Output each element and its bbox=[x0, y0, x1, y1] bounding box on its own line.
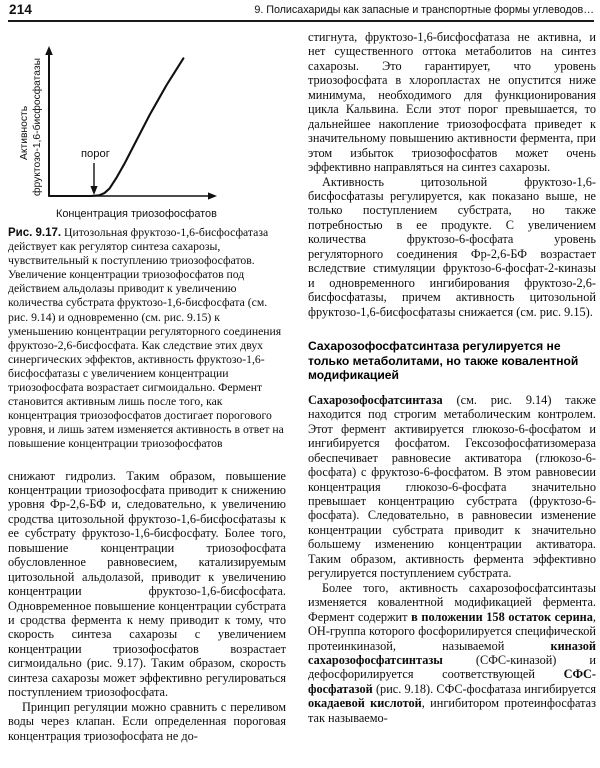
page-number: 214 bbox=[9, 2, 33, 17]
left-column bbox=[8, 30, 286, 743]
paragraph: Активность цитозольной фруктозо-1,6-бисфосфатазы регулируется, как показано выше, не только поступлением субстрата, но также потребностью в ее продукте. С увеличением количества фруктозо-6-фосфата уровень регуляторного соединения Фр-2,6-БФ возрастает вследствие стимуляции фруктозо-6-фосфат-2-киназы и одновременного ингибирования фруктозо-2,6-бисфосфатазы, причем активность цитозольной фруктозо-1,6-бисфосфатазы снижается (см. рис. 9.15). bbox=[308, 174, 596, 319]
paragraph-text: , ОН-группа которого фосфорилируется специфической протеинкиназой, называемой bbox=[308, 609, 596, 653]
section-heading: Сахарозофосфатсинтаза регулируется не только метаболитами, но также ковалентной модификацией bbox=[308, 339, 579, 383]
paragraph-bold-lead: Сахарозофосфатсинтаза bbox=[308, 392, 443, 407]
bold-phrase-okadaic-acid: окадаевой кислотой bbox=[308, 696, 422, 711]
paragraph-text: (рис. 9.18). СФС-фосфатаза ингибируется bbox=[372, 681, 596, 696]
activity-curve bbox=[49, 58, 183, 196]
bold-phrase-sps-phosphatase: СФС-фосфатазой bbox=[308, 667, 596, 696]
figure-caption bbox=[8, 226, 286, 452]
spacer bbox=[308, 383, 596, 393]
spacer bbox=[308, 319, 596, 339]
bold-phrase-sps-kinase: киназой сахарозофосфатсинтазы bbox=[308, 638, 596, 667]
right-column bbox=[308, 30, 596, 725]
running-title: 9. Полисахариды как запасные и транспортные формы углеводов… bbox=[254, 4, 594, 16]
paragraph-text: (СФС-киназой) и дефосфорилируется соответствующей bbox=[308, 653, 596, 682]
paragraph-text: Более того, активность сахарозофосфатсинтазы изменяется ковалентной модификацией фермента. Фермент содержит bbox=[308, 580, 596, 624]
paragraph: стигнута, фруктозо-1,6-бисфосфатаза не активна, и нет существенного оттока метаболитов на синтез сахарозы. Это гарантирует, что уровень триозофосфата в хлоропластах не опустится ниже минимума, необходимого для функционирования цикла Кальвина. Если этот порог превышается, то дальнейшее накопление триозофосфата приведет к значительному повышению активности фермента, при этом избыток триозофосфатов может очень эффективно направляться на синтез сахарозы. bbox=[308, 30, 596, 175]
figure-caption-text: Цитозольная фруктозо-1,6-бисфосфатаза действует как регулятор синтеза сахарозы, чувствительный к поступлению триозофосфатов. Увеличение концентрации триозофосфатов под действием альдолазы приводит к увеличению количества субстрата фруктозо-1,6-бисфосфата (см. рис. 9.14) и одновременно (см. рис. 9.15) к уменьшению концентрации регуляторного соединения фруктозо-2,6-бисфосфата. Как следствие этих двух синергических эффектов, активность фруктозо-1,6-бисфосфатазы с увеличением концентрации триозофосфата возрастает сигмоидально. Фермент становится активным лишь после того, как концентрация триозофосфатов достигает порогового уровня, и лишь затем изменяется активность в ответ на повышение концентрации триозофосфатов bbox=[8, 226, 284, 451]
paragraph-text: , ингибитором протеинфосфатаз так называемо- bbox=[308, 696, 596, 725]
page-header bbox=[0, 0, 600, 22]
threshold-arrow-head bbox=[90, 186, 97, 195]
y-axis-label-line1: Активность bbox=[19, 105, 30, 160]
x-axis-label: Концентрация триозофосфатов bbox=[56, 208, 217, 220]
threshold-label: порог bbox=[81, 148, 110, 160]
y-axis-label-line2: фруктозо-1,6-бисфосфатазы bbox=[32, 57, 43, 196]
bold-phrase-serine-158: в положении 158 остаток серина bbox=[411, 609, 593, 624]
paragraph bbox=[308, 393, 596, 581]
paragraph-text: (см. рис. 9.14) также находится под строгим метаболическим контролем. Этот фермент активируется глюкозо-6-фосфатом и ингибируется фосфатом. Гексозофосфатизомераза обеспечивает равновесие активатора (глюкозо-6-фосфата) с фруктозо-6-фосфатом. В этом равновесии концентрация глюкозо-6-фосфата значительно превышает концентрацию субстрата (фруктозо-6-фосфата). Следовательно, в равновесии изменение концентрации субстрата приводит к значительно большему изменению концентрации активатора. Таким образом, активность фермента эффективно регулируется поступлением субстрата. bbox=[308, 392, 596, 581]
paragraph: Принцип регуляции можно сравнить с переливом воды через клапан. Если определенная пороговая концентрация триозофосфата не до- bbox=[8, 699, 286, 743]
paragraph: снижают гидролиз. Таким образом, повышение концентрации триозофосфата приводит к снижению уровня Фр-2,6-БФ и, следовательно, к увеличению сродства цитозольной фруктозо-1,6-бисфосфатазы к ее субстрату фруктозо-1,6-бисфосфату. Более того, повышение концентрации триозофосфата обусловленное равновесием, катализируемым цитозольной альдолазой, приводит к увеличению концентрации фруктозо-1,6-бисфосфата. Одновременное повышение концентрации субстрата и сродства фермента к нему приводит к тому, что скорость синтеза сахарозы с увеличением концентрации триозофосфатов возрастает сигмоидально (рис. 9.17). Таким образом, скорость синтеза сахарозы может эффективно регулироваться поступлением триозофосфата. bbox=[8, 468, 286, 700]
figure-9-17 bbox=[8, 30, 286, 226]
y-axis-arrowhead bbox=[45, 46, 53, 55]
x-axis-arrowhead bbox=[208, 192, 217, 199]
sigmoid-activity-chart bbox=[8, 30, 286, 226]
paragraph bbox=[308, 581, 596, 726]
figure-caption-label: Рис. 9.17. bbox=[8, 227, 62, 239]
left-column-body bbox=[8, 469, 286, 744]
header-divider bbox=[8, 20, 594, 22]
